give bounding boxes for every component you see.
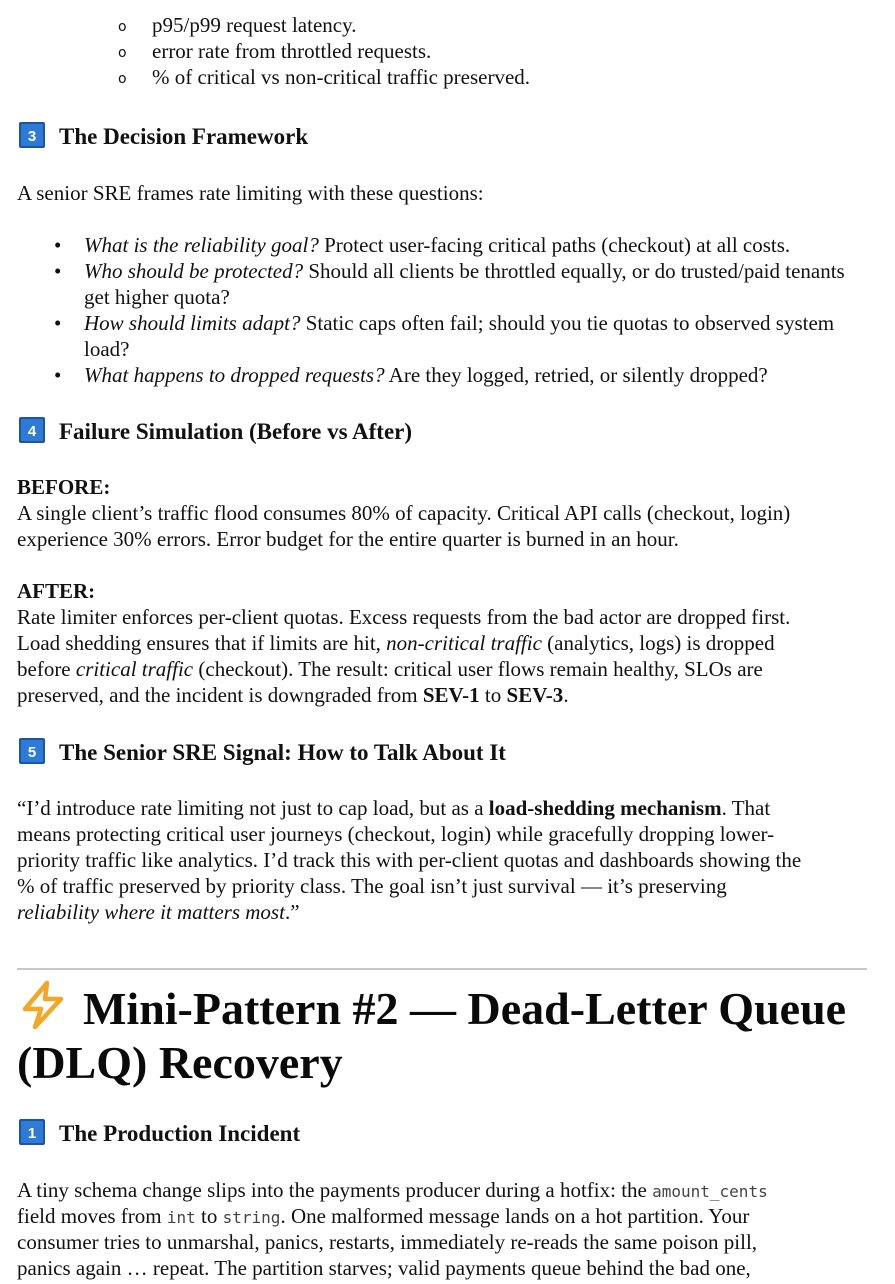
section-3-heading: 3 The Decision Framework: [19, 122, 308, 152]
number-5-badge-icon: 5: [19, 738, 45, 764]
list-item: o error rate from throttled requests.: [118, 39, 432, 63]
sub-bullet-list: [118, 12, 530, 90]
number-3-badge-icon: 3: [19, 122, 45, 148]
after-line: Rate limiter enforces per-client quotas. Excess requests from the bad actor are dropped first.: [17, 605, 791, 629]
list-item: • How should limits adapt? Static caps often fail; should you tie quotas to observed system load?: [48, 310, 874, 362]
section-5-heading: 5 The Senior SRE Signal: How to Talk About It: [19, 738, 506, 768]
incident-line: field moves from int to string. One malformed message lands on a hot partition. Your: [17, 1204, 750, 1228]
lightning-bolt-icon: [17, 980, 69, 1030]
before-line: experience 30% errors. Error budget for the entire quarter is burned in an hour.: [17, 527, 679, 551]
mini-pattern-heading: Mini-Pattern #2 — Dead-Letter Queue (DLQ) Recovery: [17, 980, 887, 1090]
number-4-badge-icon: 4: [19, 417, 45, 443]
list-item: • What happens to dropped requests? Are they logged, retried, or silently dropped?: [48, 362, 874, 388]
section-divider: [17, 968, 867, 970]
section-1-heading: 1 The Production Incident: [19, 1119, 300, 1149]
list-item: o p95/p99 request latency.: [118, 13, 357, 37]
incident-line: consumer tries to unmarshal, panics, restarts, immediately re-reads the same poison pill,: [17, 1230, 758, 1254]
after-line: before critical traffic (checkout). The result: critical user flows remain healthy, SLOs are: [17, 657, 763, 681]
quote-line: % of traffic preserved by priority class. The goal isn’t just survival — it’s preserving: [17, 874, 727, 898]
after-line: Load shedding ensures that if limits are hit, non-critical traffic (analytics, logs) is dropped: [17, 631, 775, 655]
list-item: • What is the reliability goal? Protect user-facing critical paths (checkout) at all costs.: [48, 232, 874, 258]
list-item: o % of critical vs non-critical traffic preserved.: [118, 65, 531, 89]
section-3-intro: A senior SRE frames rate limiting with these questions:: [17, 181, 484, 205]
after-label: AFTER:: [17, 579, 96, 603]
incident-line: A tiny schema change slips into the payments producer during a hotfix: the amount_cents: [17, 1178, 768, 1202]
before-label: BEFORE:: [17, 475, 111, 499]
quote-line: means protecting critical user journeys (checkout, login) while gracefully dropping lower-: [17, 822, 775, 846]
number-1-badge-icon: 1: [19, 1119, 45, 1145]
quote-line: “I’d introduce rate limiting not just to cap load, but as a load-shedding mechanism. That: [17, 796, 771, 820]
quote-line: reliability where it matters most.”: [17, 900, 300, 924]
decision-questions-list: [48, 232, 874, 388]
incident-line: panics again … repeat. The partition starves; valid payments queue behind the bad one,: [17, 1256, 751, 1280]
list-item: • Who should be protected? Should all clients be throttled equally, or do trusted/paid tenants get higher quota?: [48, 258, 874, 310]
quote-line: priority traffic like analytics. I’d track this with per-client quotas and dashboards showing the: [17, 848, 802, 872]
section-4-heading: 4 Failure Simulation (Before vs After): [19, 417, 412, 447]
before-line: A single client’s traffic flood consumes 80% of capacity. Critical API calls (checkout, login): [17, 501, 791, 525]
after-line: preserved, and the incident is downgraded from SEV-1 to SEV-3.: [17, 683, 569, 707]
